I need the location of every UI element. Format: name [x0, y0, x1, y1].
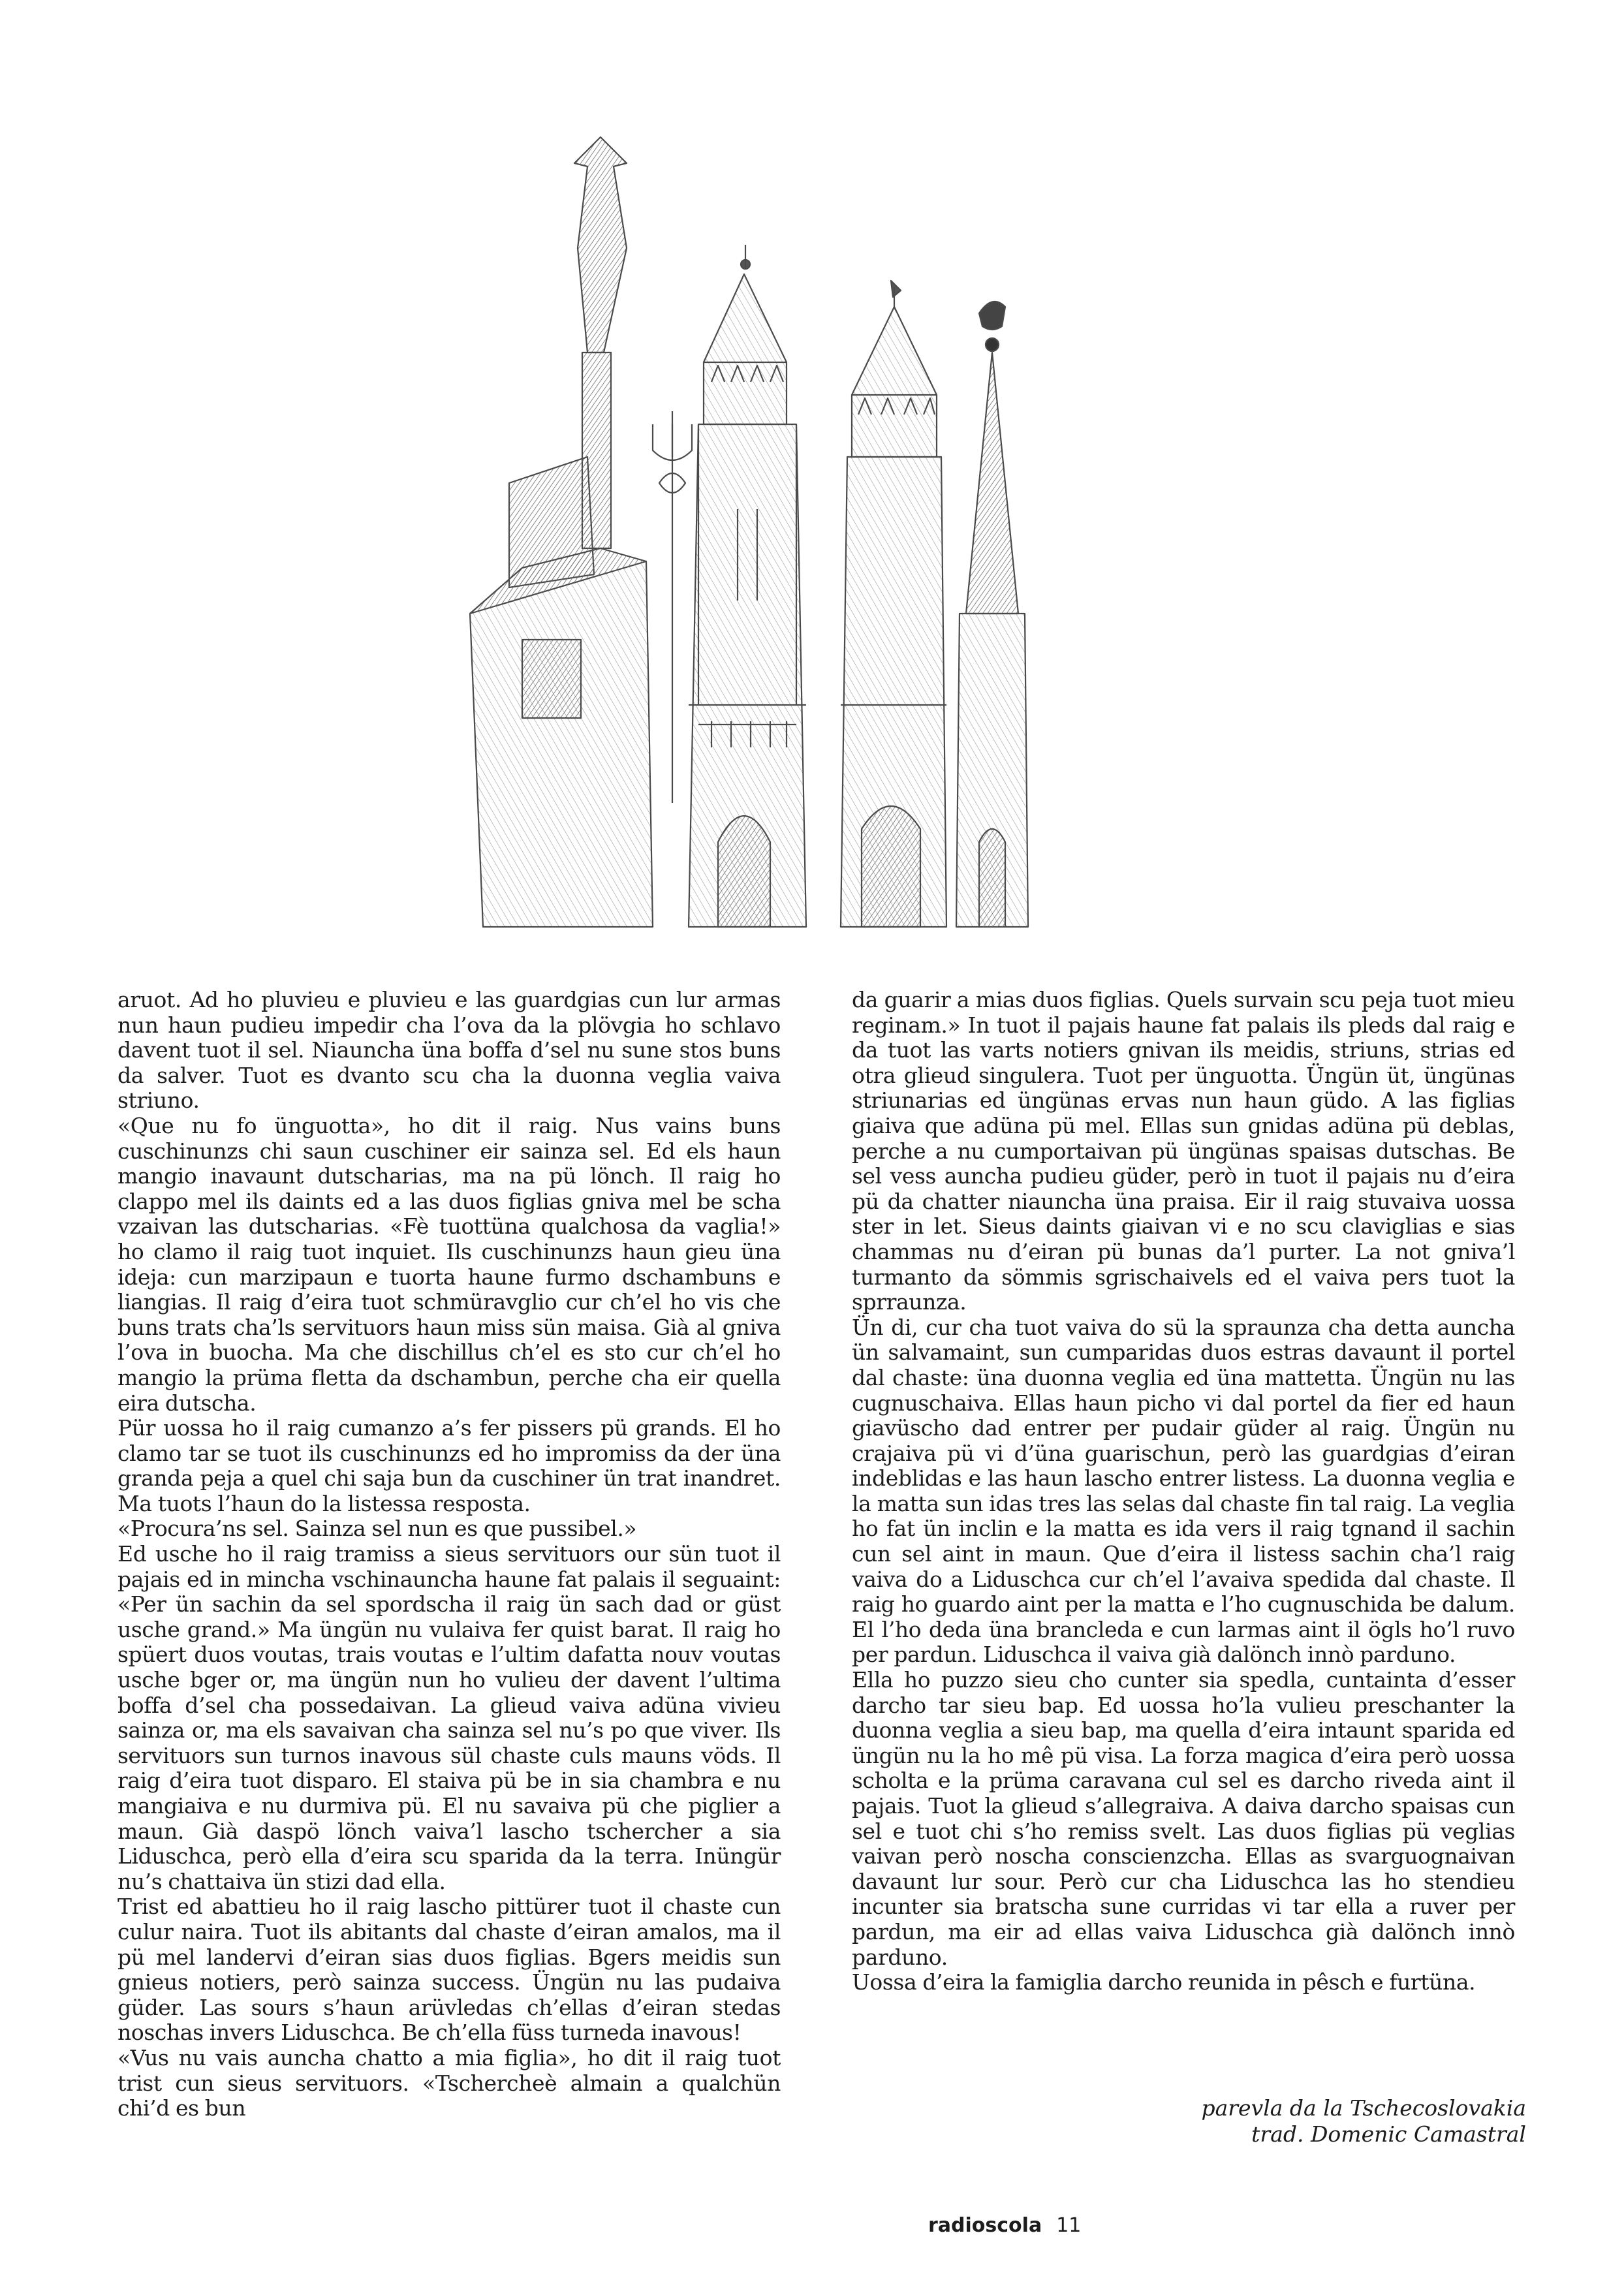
translator-credit: trad. Domenic Camastral — [1251, 2121, 1526, 2147]
paragraph: «Vus nu vais auncha chatto a mia figlia», ho dit il raig tuot trist cun sieus servituors. «Tschercheè almain a qualchün chi’d es bun — [117, 2044, 781, 2121]
publication-name: radioscola — [928, 2214, 1042, 2237]
story-credits — [1201, 2095, 1526, 2147]
church-towers-illustration — [431, 117, 1162, 940]
page-footer — [928, 2214, 1081, 2237]
source-credit: parevla da la Tschecoslovakia — [1201, 2095, 1526, 2121]
paragraph: «Que nu fo ünguotta», ho dit il raig. Nus vains buns cuschinunzs chi saun cuschiner eir sainza sel. Ed els haun mangio inavaunt dutscharias, ma na pü lönch. Il raig ho clappo mel ils daints ed a las duos figlias gniva mel be scha vzaivan las dutscharias. «Fè tuottüna qualchosa da vaglia!» ho clamo il raig tuot inquiet. Ils cuschinunzs haun gieu üna ideja: cun marzipaun e tuorta haune furmo dschambuns e liangias. Il raig d’eira tuot schmüravglio cur ch’el ho vis che buns trats cha’ls servituors haun miss sün maisa. Già al gniva l’ova in buocha. Ma che dischillus ch’el es sto cur ch’el ho mangio la prüma fletta da dschambun, perche cha eir quella eira dutscha. — [117, 1112, 781, 1416]
paragraph: aruot. Ad ho pluvieu e pluvieu e las guardgias cun lur armas nun haun pudieu impedir cha l’ova da la plövgia ho schlavo davent tuot il sel. Niauncha üna boffa d’sel nu sune stos buns da salver. Tuot es dvanto scu cha la duonna veglia vaiva striuno. — [117, 987, 781, 1114]
paragraph: Ün di, cur cha tuot vaiva do sü la spraunza cha detta auncha ün salvamaint, sun cumparidas duos estras davaunt il portel dal chaste: üna duonna veglia ed üna mattetta. Üngün nu las cugnuschaiva. Ellas haun picho vi dal portel da fier ed haun giavüscho dad entrer per pudair güder al raig. Üngün nu crajaiva pü vi d’üna guarischun, però las guardgias d’eiran indeblidas e las haun lascho entrer listess. La duonna veglia e la matta sun idas tres las selas dal chaste fin tal raig. La veglia ho fat ün inclin e la matta es ida vers il raig tgnand il sachin cun sel aint in maun. Que d’eira il listess sachin cha’l raig vaiva do a Liduschca cur ch’el l’avaiva spedida dal chaste. Il raig ho guardo aint per la matta e l’ho cugnuschida be dalum. El l’ho deda üna brancleda e cun larmas aint il ögls ho’l ruvo per pardun. Liduschca il vaiva già dalönch innò parduno. — [852, 1314, 1515, 1668]
paragraph: «Procura’ns sel. Sainza sel nun es que pussibel.» — [117, 1516, 637, 1542]
paragraph: Ella ho puzzo sieu cho cunter sia spedla, cuntainta d’esser darcho tar sieu bap. Ed uossa ho’la vulieu preschanter la duonna veglia a sieu bap, ma quella d’eira intaunt sparida ed üngün nu la ho mê pü visa. La forza magica d’eira però uossa scholta e la prüma caravana cul sel es darcho riveda aint il pajais. Tuot la glieud s’allegraiva. A daiva darcho spaisas cun sel e tuot chi s’ho remiss svelt. Las duos figlias pü veglias vaivan però noscha conscienzcha. Ellas as svarguognaivan davaunt lur sour. Però cur cha Liduschca las ho stendieu incunter sia bratscha sune curridas vi tar ella a ruver per pardun, ma eir ad ellas vaiva Liduschca già dalönch innò parduno. — [852, 1667, 1515, 1970]
paragraph: Trist ed abattieu ho il raig lascho pittürer tuot il chaste cun culur naira. Tuot ils abitants dal chaste d’eiran amalos, ma il pü mel landervi d’eiran sias duos figlias. Bgers meidis sun gnieus notiers, però sainza success. Üngün nu las pudaiva güder. Las sours s’haun arüvledas ch’ellas d’eiran stedas noschas invers Liduschca. Be ch’ella füss turneda inavous! — [117, 1894, 781, 2046]
article-right-column — [852, 988, 1515, 1995]
page-number: 11 — [1056, 2214, 1082, 2237]
paragraph: Ed usche ho il raig tramiss a sieus servituors our sün tuot il pajais ed in mincha vschinauncha haune fat palais il seguaint: «Per ün sachin da sel spordscha il raig ün sach dad or güst usche grand.» Ma üngün nu vulaiva fer quist barat. Il raig ho spüert duos voutas, trais voutas e l’ultim dafatta nouv voutas usche bger or, ma üngün nun ho vulieu der davent l’ultima boffa d’sel cha possedaivan. La glieud vaiva adüna vivieu sainza or, ma els savaivan cha sainza sel nu’s po que viver. Ils servituors sun turnos inavous sül chaste culs mauns vöds. Il raig d’eira tuot disparo. El staiva pü be in sia chambra e nu mangiaiva e nu durmiva pü. El nu savaiva pü che piglier a maun. Già daspö lönch vaiva’l lascho tschercher a sia Liduschca, però ella d’eira scu sparida da la terra. Inüngür nu’s chattaiva ün stizi dad ella. — [117, 1541, 781, 1894]
paragraph: Uossa d’eira la famiglia darcho reunida in pêsch e furtüna. — [852, 1969, 1476, 1995]
paragraph: da guarir a mias duos figlias. Quels survain scu peja tuot mieu reginam.» In tuot il pajais haune fat palais ils pleds dal raig e da tuot las varts notiers gnivan ils meidis, striuns, strias ed otra glieud singulera. Tuot per ünguotta. Üngün üt, üngünas striunarias ed üngünas ervas nun haun güdo. A las figlias giaiva que adüna pü mel. Ellas sun gnidas adüna pü deblas, perche a nu cumportaivan pü üngünas spaisas dutschas. Be sel vess auncha pudieu güder, però in tuot il pajais nu d’eira pü da chatter niauncha üna praisa. Eir il raig stuvaiva uossa ster in let. Sieus daints giaivan vi e no scu claviglias e sias chammas nu d’eiran pü bunas da’l purter. La not gniva’l turmanto da sömmis sgrischaivels ed el vaiva pers tuot la sprraunza. — [852, 987, 1515, 1315]
article-left-column — [117, 988, 781, 2121]
paragraph: Pür uossa ho il raig cumanzo a’s fer pissers pü grands. El ho clamo tar se tuot ils cuschinunzs ed ho impromiss da der üna granda peja a quel chi saja bun da cuschiner ün trat inandret. Ma tuots l’haun do la listessa resposta. — [117, 1415, 781, 1516]
